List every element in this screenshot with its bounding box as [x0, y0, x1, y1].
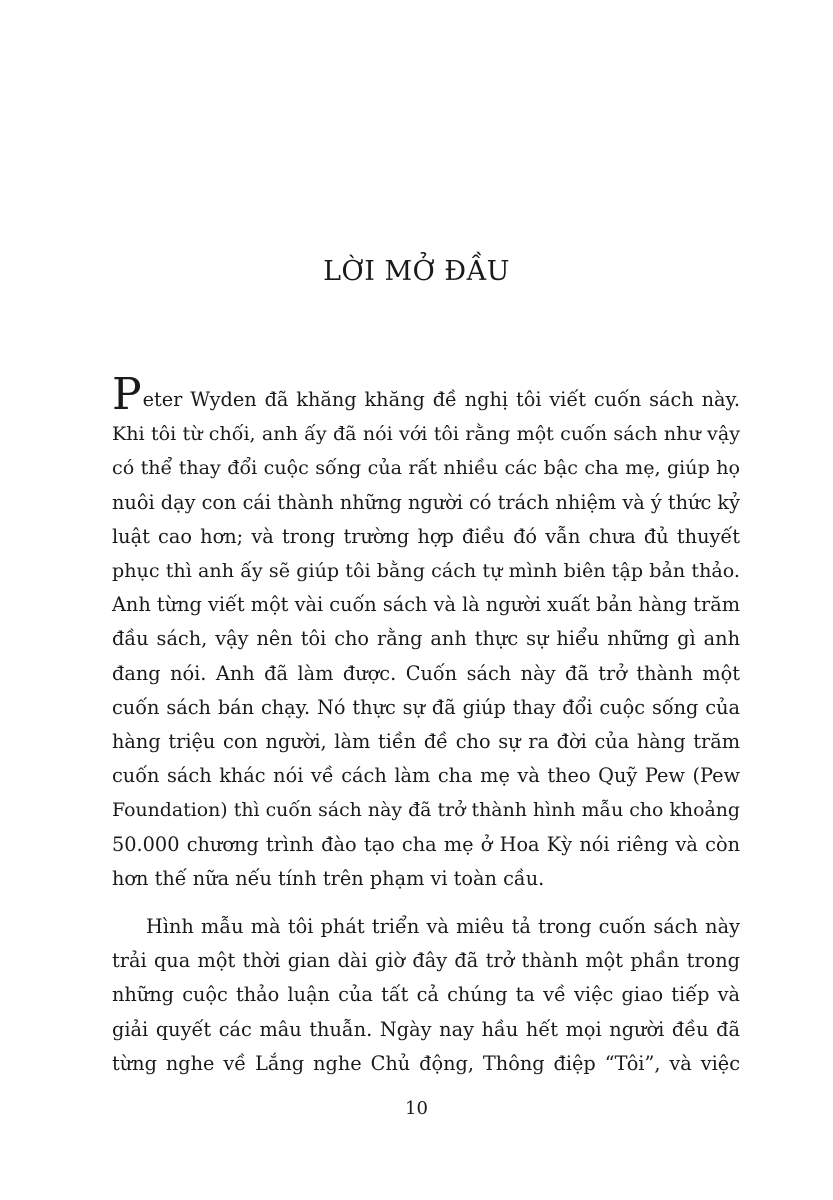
body-text — [112, 369, 740, 1081]
text-line: trải qua một thời gian dài giờ đây đã trở thành một phần trong — [112, 949, 740, 973]
text-line: hàng triệu con người, làm tiền đề cho sự ra đời của hàng trăm — [112, 730, 740, 754]
text-line: cuốn sách khác nói về cách làm cha mẹ và theo Quỹ Pew (Pew — [112, 764, 740, 788]
text-line: có thể thay đổi cuộc sống của rất nhiều các bậc cha mẹ, giúp họ — [112, 456, 740, 480]
text-line: Peter Wyden đã khăng khăng đề nghị tôi viết cuốn sách này. — [112, 369, 740, 420]
drop-cap: P — [112, 369, 142, 420]
text-line: từng nghe về Lắng nghe Chủ động, Thông điệp “Tôi”, và việc — [112, 1051, 740, 1075]
text-line: hơn thế nữa nếu tính trên phạm vi toàn cầu. — [112, 866, 545, 890]
text-line: những cuộc thảo luận của tất cả chúng ta về việc giao tiếp và — [112, 983, 740, 1007]
text-line: Khi tôi từ chối, anh ấy đã nói với tôi rằng một cuốn sách như vậy — [112, 422, 740, 446]
text-line: Anh từng viết một vài cuốn sách và là người xuất bản hàng trăm — [112, 593, 740, 617]
paragraph-1 — [112, 369, 740, 896]
text-line: giải quyết các mâu thuẫn. Ngày nay hầu hết mọi người đều đã — [112, 1017, 740, 1041]
text-line: 50.000 chương trình đào tạo cha mẹ ở Hoa Kỳ nói riêng và còn — [112, 832, 740, 856]
text-line: luật cao hơn; và trong trường hợp điều đó vẫn chưa đủ thuyết — [112, 524, 740, 548]
chapter-title: LỜI MỞ ĐẦU — [323, 256, 510, 287]
text-line: Hình mẫu mà tôi phát triển và miêu tả trong cuốn sách này — [146, 915, 740, 939]
text-line: Foundation) thì cuốn sách này đã trở thành hình mẫu cho khoảng — [112, 799, 740, 822]
text-line: nuôi dạy con cái thành những người có trách nhiệm và ý thức kỷ — [112, 490, 740, 514]
text-line: cuốn sách bán chạy. Nó thực sự đã giúp thay đổi cuộc sống của — [112, 695, 740, 719]
text-line: phục thì anh ấy sẽ giúp tôi bằng cách tự mình biên tập bản thảo. — [112, 559, 740, 583]
paragraph-2 — [112, 910, 740, 1081]
text-line: đầu sách, vậy nên tôi cho rằng anh thực sự hiểu những gì anh — [112, 627, 740, 651]
text-line: đang nói. Anh đã làm được. Cuốn sách này đã trở thành một — [112, 661, 740, 685]
page-number: 10 — [405, 1098, 428, 1119]
